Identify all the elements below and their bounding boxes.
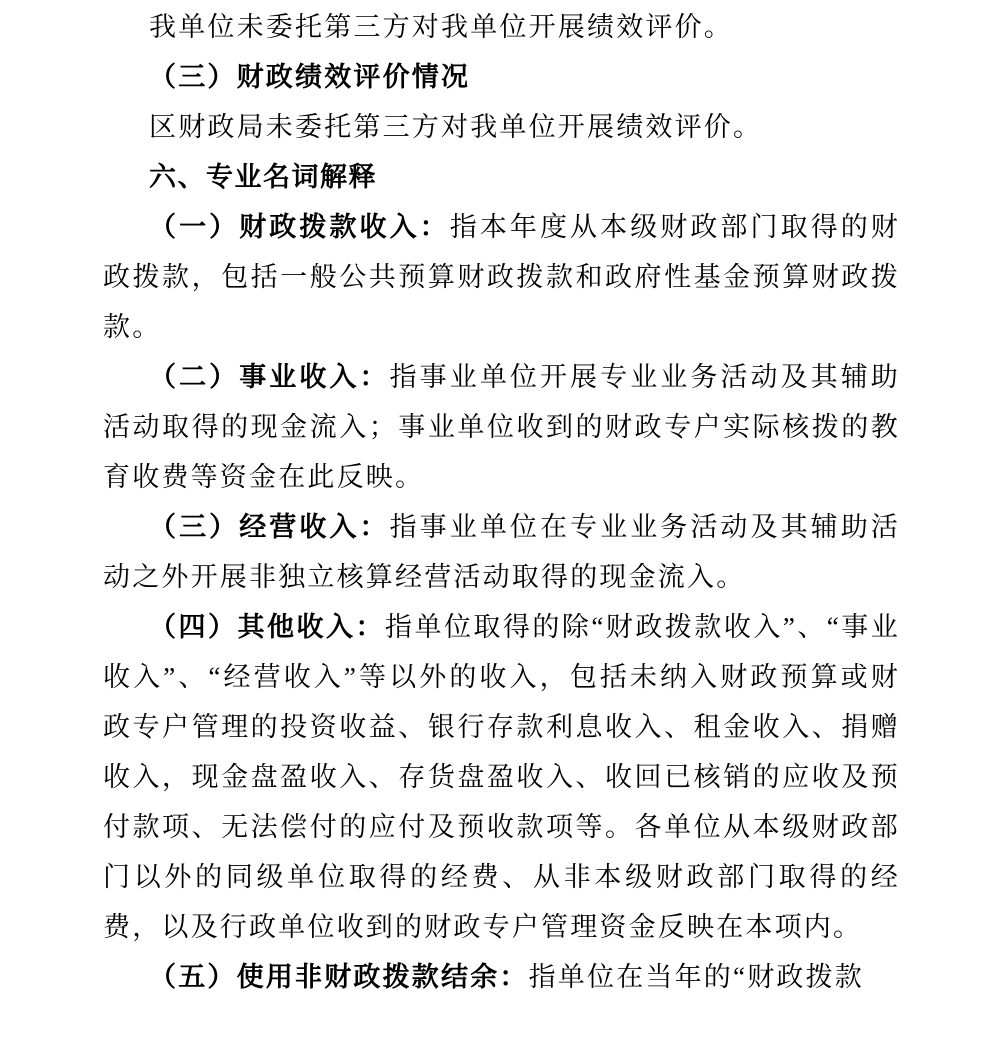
paragraph-1 [103, 2, 900, 52]
term-lead: （一）财政拨款收入： [149, 212, 450, 242]
term-lead: （四）其他收入： [149, 612, 385, 642]
paragraph-2 [103, 52, 900, 102]
term-lead: （三）经营收入： [149, 512, 390, 542]
paragraph-7 [103, 502, 900, 602]
paragraph-9 [103, 952, 900, 1002]
paragraph-5 [103, 202, 900, 352]
paragraph-text: 六、专业名词解释 [149, 162, 377, 192]
paragraph-text: 我单位未委托第三方对我单位开展绩效评价。 [149, 12, 733, 42]
paragraph-text: 区财政局未委托第三方对我单位开展绩效评价。 [149, 112, 763, 142]
paragraph-6 [103, 352, 900, 502]
paragraph-text: 指事业单位开展专业业务活动及其辅助活动取得的现金流入；事业单位收到的财政专户实际核拨的教育收费等资金在此反映。 [103, 362, 900, 492]
paragraph-4 [103, 152, 900, 202]
paragraph-text: （三）财政绩效评价情况 [149, 62, 471, 92]
paragraph-3 [103, 102, 900, 152]
paragraph-text: 指本年度从本级财政部门取得的财政拨款，包括一般公共预算财政拨款和政府性基金预算财政拨款。 [103, 212, 900, 342]
paragraph-text: 指单位取得的除“财政拨款收入”、“事业收入”、“经营收入”等以外的收入，包括未纳入财政预算或财政专户管理的投资收益、银行存款利息收入、租金收入、捐赠收入，现金盘盈收入、存货盘盈收入、收回已核销的应收及预付款项、无法偿付的应付及预收款项等。各单位从本级财政部门以外的同级单位取得的经费、从非本级财政部门取得的经费，以及行政单位收到的财政专户管理资金反映在本项内。 [103, 612, 900, 942]
term-lead: （二）事业收入： [149, 362, 390, 392]
document-body [103, 2, 900, 1002]
paragraph-text: 指单位在当年的“财政拨款 [528, 962, 864, 992]
paragraph-8 [103, 602, 900, 952]
paragraph-text: 指事业单位在专业业务活动及其辅助活动之外开展非独立核算经营活动取得的现金流入。 [103, 512, 900, 592]
term-lead: （五）使用非财政拨款结余： [149, 962, 529, 992]
